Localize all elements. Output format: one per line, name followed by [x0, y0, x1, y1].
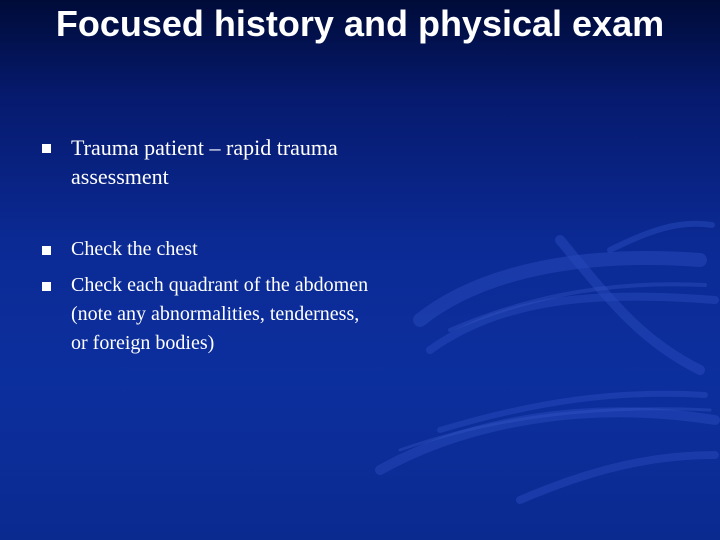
bullet-text: Check the chest — [71, 238, 198, 260]
bullet-item-trauma — [40, 133, 370, 191]
square-bullet-icon — [42, 144, 51, 153]
square-bullet-icon — [42, 246, 51, 255]
bullet-item-abdomen — [40, 271, 370, 358]
bullet-text: Check each quadrant of the abdomen (note any abnormalities, tenderness, or foreign bodies) — [71, 274, 369, 354]
bullet-text: Trauma patient – rapid trauma assessment — [71, 135, 338, 189]
square-bullet-icon — [42, 282, 51, 291]
bullet-item-chest — [40, 235, 370, 264]
slide-title: Focused history and physical exam — [55, 3, 665, 44]
bullet-list — [40, 133, 370, 358]
